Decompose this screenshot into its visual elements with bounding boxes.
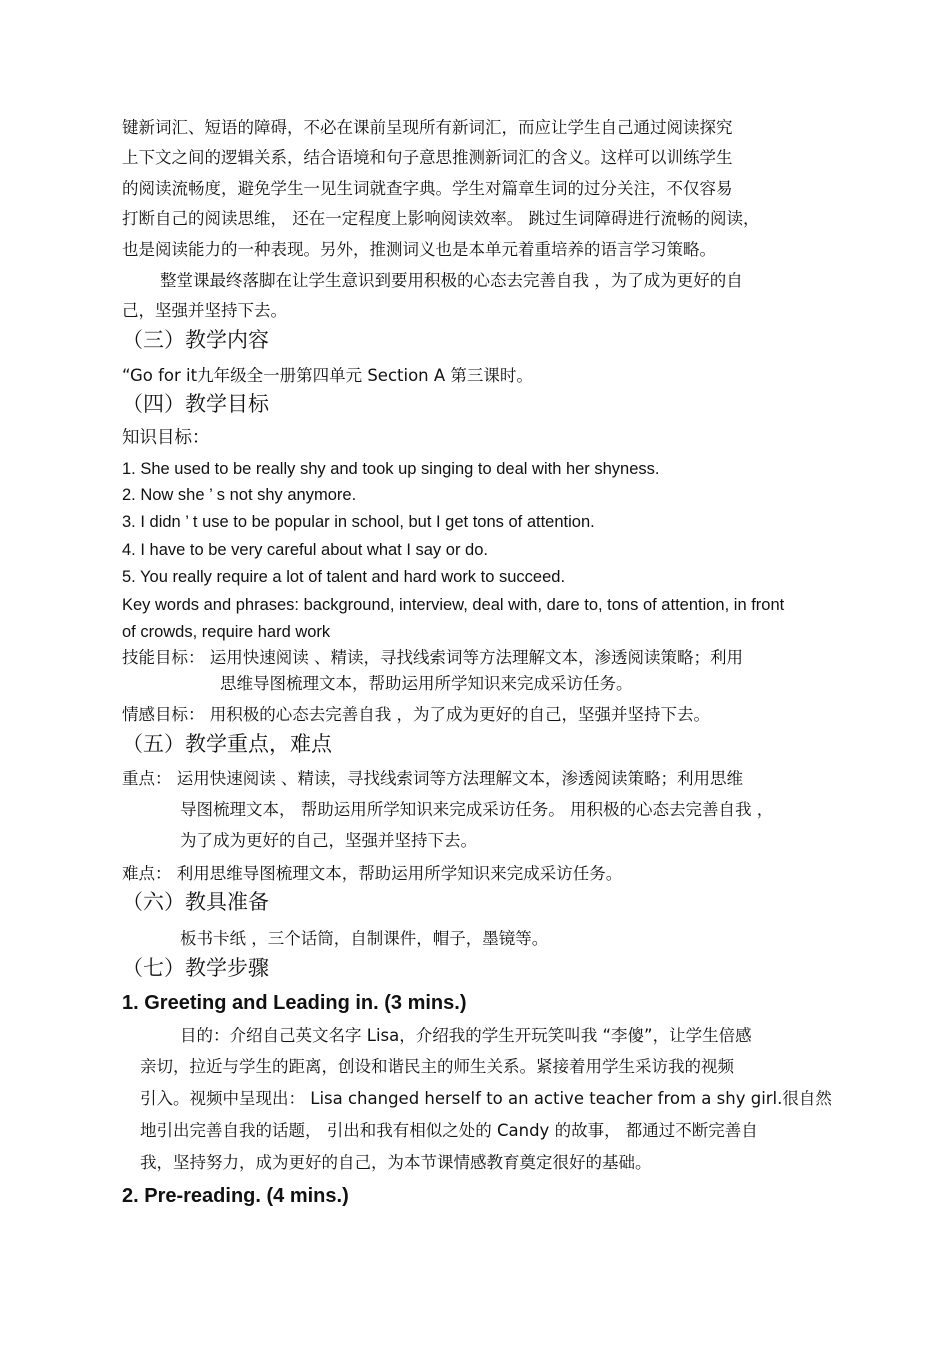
section-heading-objectives: （四）教学目标: [122, 392, 269, 416]
key-points-line-1: 重点： 运用快速阅读 、精读，寻找线索词等方法理解文本，渗透阅读策略；利用思维: [122, 769, 743, 788]
key-points-line-3: 为了成为更好的自己，坚强并坚持下去。: [180, 831, 477, 850]
key-points-line-2: 导图梳理文本， 帮助运用所学知识来完成采访任务。 用积极的心态去完善自我 ，: [180, 800, 774, 819]
step-1-line-1: 目的：介绍自己英文名字 Lisa，介绍我的学生开玩笑叫我 “李傻”，让学生倍感: [180, 1026, 752, 1045]
step-1-heading: 1. Greeting and Leading in. (3 mins.): [122, 992, 467, 1014]
objective-4: 4. I have to be very careful about what I say or do.: [122, 541, 488, 559]
summary-line-1: 整堂课最终落脚在让学生意识到要用积极的心态去完善自我 ，为了成为更好的自: [160, 271, 743, 290]
skill-goal-line-2: 思维导图梳理文本，帮助运用所学知识来完成采访任务。: [220, 674, 633, 693]
key-words-line-2: of crowds, require hard work: [122, 623, 331, 641]
step-1-line-4: 地引出完善自我的话题， 引出和我有相似之处的 Candy 的故事， 都通过不断完善自: [140, 1121, 758, 1140]
objective-2: 2. Now she ’ s not shy anymore.: [122, 486, 357, 504]
key-words-line-1: Key words and phrases: background, interview, deal with, dare to, tons of attention, in front: [122, 596, 785, 614]
intro-line-3: 的阅读流畅度，避免学生一见生词就查字典。学生对篇章生词的过分关注，不仅容易: [122, 179, 733, 198]
step-1-line-2: 亲切，拉近与学生的距离，创设和谐民主的师生关系。紧接着用学生采访我的视频: [140, 1057, 734, 1076]
step-1-line-5: 我，坚持努力，成为更好的自己，为本节课情感教育奠定很好的基础。: [140, 1153, 652, 1172]
step-2-heading: 2. Pre-reading. (4 mins.): [122, 1185, 349, 1207]
skill-goal-line-1: 技能目标： 运用快速阅读 、精读，寻找线索词等方法理解文本，渗透阅读策略；利用: [122, 648, 743, 667]
intro-line-4: 打断自己的阅读思维， 还在一定程度上影响阅读效率。 跳过生词障碍进行流畅的阅读，: [122, 209, 760, 228]
intro-line-2: 上下文之间的逻辑关系，结合语境和句子意思推测新词汇的含义。这样可以训练学生: [122, 148, 733, 167]
section-heading-content: （三）教学内容: [122, 328, 269, 352]
difficult-points: 难点： 利用思维导图梳理文本，帮助运用所学知识来完成采访任务。: [122, 864, 623, 883]
objective-1: 1. She used to be really shy and took up singing to deal with her shyness.: [122, 460, 660, 478]
section-heading-materials: （六）教具准备: [122, 890, 269, 914]
knowledge-objectives-label: 知识目标：: [122, 428, 210, 448]
intro-line-5: 也是阅读能力的一种表现。另外，推测词义也是本单元着重培养的语言学习策略。: [122, 240, 716, 259]
intro-line-1: 键新词汇、短语的障碍，不必在课前呈现所有新词汇，而应让学生自己通过阅读探究: [122, 118, 733, 137]
step-1-line-3: 引入。视频中呈现出： Lisa changed herself to an active teacher from a shy girl.很自然: [140, 1089, 832, 1108]
objective-5: 5. You really require a lot of talent and hard work to succeed.: [122, 568, 566, 586]
section-heading-steps: （七）教学步骤: [122, 956, 269, 980]
emotion-goal: 情感目标： 用积极的心态去完善自我 ，为了成为更好的自己，坚强并坚持下去。: [122, 705, 710, 724]
teaching-content: “Go for it九年级全一册第四单元 Section A 第三课时。: [122, 366, 533, 385]
section-heading-key-points: （五）教学重点，难点: [122, 732, 332, 756]
materials: 板书卡纸 ，三个话筒，自制课件，帽子，墨镜等。: [180, 929, 549, 948]
summary-line-2: 己，坚强并坚持下去。: [122, 301, 287, 320]
objective-3: 3. I didn ’ t use to be popular in school, but I get tons of attention.: [122, 513, 595, 531]
